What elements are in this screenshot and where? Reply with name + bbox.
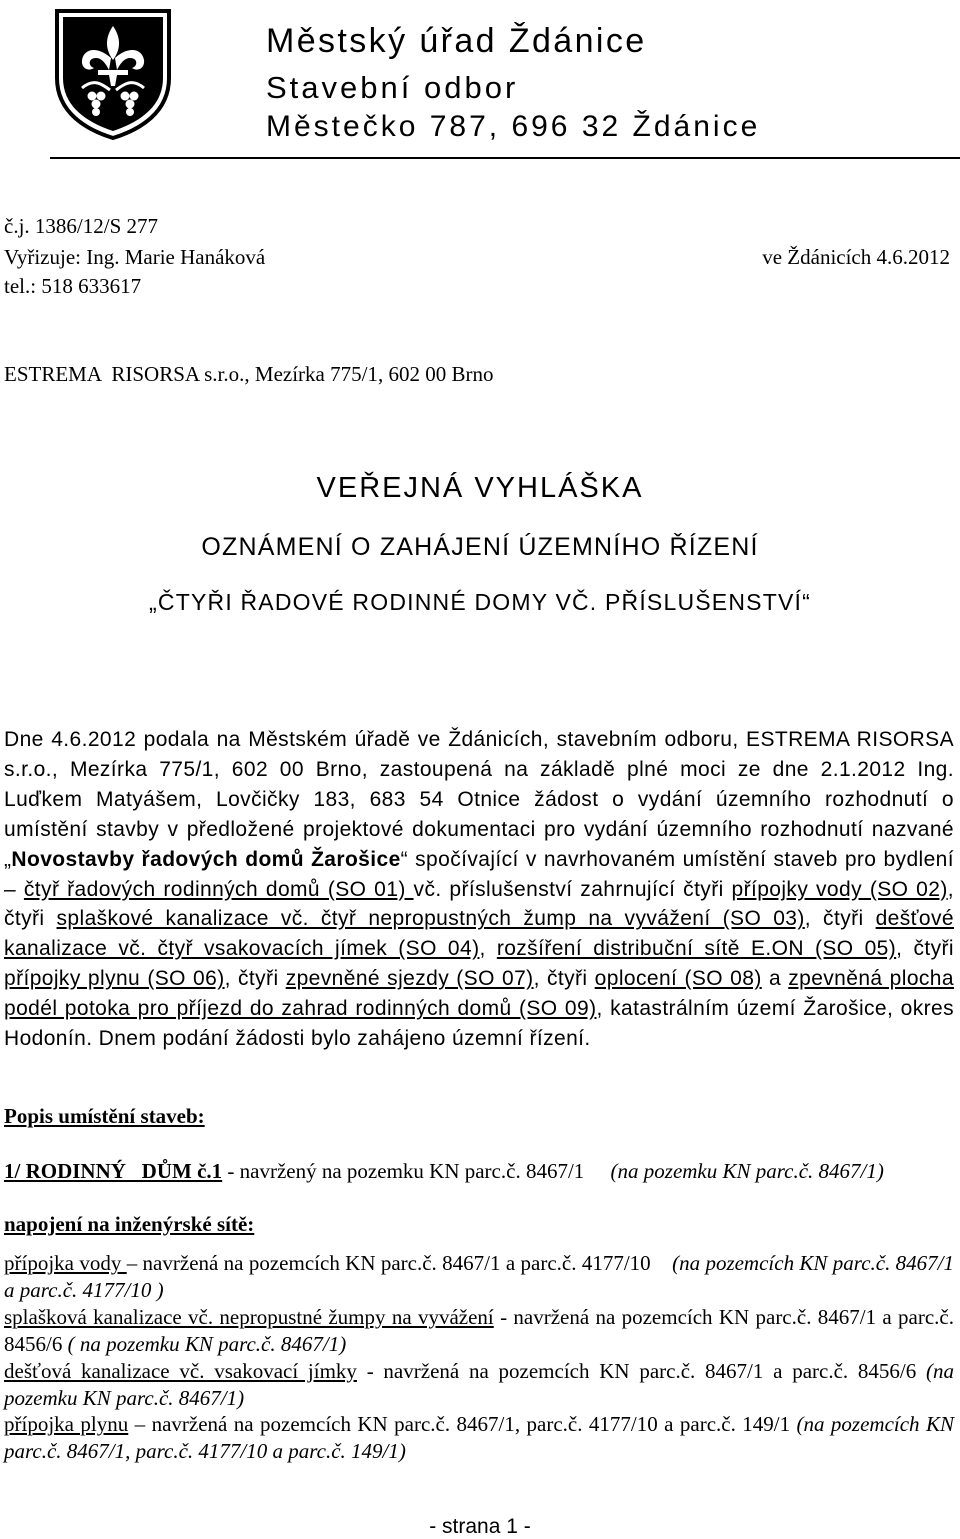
paragraph-text: , čtyři xyxy=(533,967,595,991)
paragraph-text: , čtyři xyxy=(896,937,954,961)
so-04: dešťové kanalizace vč. čtyř vsakovacích jímek (SO 04) xyxy=(4,907,954,961)
gas-connection xyxy=(4,1411,954,1465)
office-address: Městečko 787, 696 32 Ždánice xyxy=(266,110,761,143)
so-09: zpevněná plocha podél potoka pro příjezd do zahrad rodinných domů (SO 09) xyxy=(4,967,954,1021)
so-08: oplocení (SO 08) xyxy=(594,967,762,991)
house-1-item xyxy=(4,1158,954,1185)
title-public-notice: VEŘEJNÁ VYHLÁŠKA xyxy=(316,472,644,504)
paragraph-text: vč. příslušenství zahrnující čtyři xyxy=(413,877,732,901)
so-07: zpevněné sjezdy (SO 07) xyxy=(285,967,534,991)
department-name: Stavební odbor xyxy=(266,70,519,105)
sewer-parcel: ( na pozemku KN parc.č. 8467/1) xyxy=(67,1332,347,1356)
so-05: rozšíření distribuční sítě E.ON (SO 05) xyxy=(496,937,897,961)
page-number: - strana 1 - xyxy=(429,1515,531,1538)
utilities-heading: napojení na inženýrské sítě: xyxy=(4,1212,255,1236)
main-paragraph xyxy=(4,725,954,1054)
sewer-connection xyxy=(4,1304,954,1358)
paragraph-text: , čtyři xyxy=(4,877,954,931)
rain-text: - navržená na pozemcích KN parc.č. 8467/1 a parc.č. 8456/6 xyxy=(356,1359,926,1383)
header-divider xyxy=(50,157,960,159)
paragraph-text: , katastrálním území Žarošice, okres Hodonín. Dnem podání žádosti bylo zahájeno územní řízení. xyxy=(4,997,954,1051)
so-03: splaškové kanalizace vč. čtyř nepropustných žump na vyvážení (SO 03) xyxy=(56,907,805,931)
house-1-parcel: (na pozemku KN parc.č. 8467/1) xyxy=(610,1159,884,1183)
rainwater-connection xyxy=(4,1358,954,1412)
paragraph-text: , čtyři xyxy=(804,907,876,931)
place-date: ve Ždánicích 4.6.2012 xyxy=(762,245,950,269)
water-parcel: (na pozemcích KN parc.č. 8467/1 a parc.č. 4177/10 ) xyxy=(4,1251,955,1302)
rain-label: dešťová kanalizace vč. vsakovací jímky xyxy=(4,1359,357,1383)
project-name: Novostavby řadových domů Žarošice xyxy=(11,847,401,871)
rain-parcel: (na pozemku KN parc.č. 8467/1) xyxy=(4,1359,954,1410)
office-name: Městský úřad Ždánice xyxy=(266,22,647,60)
gas-label: přípojka plynu xyxy=(4,1412,129,1436)
water-label: přípojka vody xyxy=(4,1251,127,1275)
paragraph-text: Dne 4.6.2012 podala na Městském úřadě ve Ždánicích, stavebním odboru, ESTREMA RISORSA s.r.o., Mezírka 775/1, 602 00 Brno, zastoupená na základě plné moci ze dne 2.1.2012 Ing. Luďkem Matyášem, Lovčičky 183, 683 54 Otnice žádost o vydání územního rozhodnutí o umístění stavby v předložené projektové dokumentaci pro vydání územního rozhodnutí nazvané „ xyxy=(4,728,954,871)
water-text: navržená na pozemcích KN parc.č. 8467/1 a parc.č. 4177/10 xyxy=(137,1251,651,1275)
coat-of-arms-icon xyxy=(54,8,172,140)
paragraph-text: , xyxy=(479,937,497,961)
so-02: přípojky vody (SO 02) xyxy=(731,877,948,901)
gas-parcel: (na pozemcích KN parc.č. 8467/1, parc.č. 4177/10 a parc.č. 149/1) xyxy=(4,1412,954,1463)
sewer-label: splašková kanalizace vč. nepropustné žumpy na vyvážení xyxy=(4,1305,494,1329)
phone: tel.: 518 633617 xyxy=(4,274,142,298)
so-01: čtyř řadových rodinných domů (SO 01) xyxy=(23,877,414,901)
reference-number: č.j. 1386/12/S 277 xyxy=(4,214,159,238)
handler: Vyřizuje: Ing. Marie Hanáková xyxy=(4,245,266,269)
title-project: „ČTYŘI ŘADOVÉ RODINNÉ DOMY VČ. PŘÍSLUŠENSTVÍ“ xyxy=(149,589,811,615)
house-1-label: 1/ RODINNÝ DŮM č.1 xyxy=(4,1159,223,1183)
paragraph-text: , čtyři xyxy=(224,967,286,991)
section-heading: Popis umístění staveb: xyxy=(4,1104,205,1128)
title-notice-subject: OZNÁMENÍ O ZAHÁJENÍ ÚZEMNÍHO ŘÍZENÍ xyxy=(201,533,759,561)
so-06: přípojky plynu (SO 06) xyxy=(4,967,225,991)
sewer-text: - navržená na pozemcích KN parc.č. 8467/1 a parc.č. 8456/6 xyxy=(4,1305,954,1356)
paragraph-text: “ spočívající v navrhovaném umístění staveb pro bydlení – xyxy=(4,847,954,901)
recipient: ESTREMA RISORSA s.r.o., Mezírka 775/1, 602 00 Brno xyxy=(4,362,494,386)
house-1-text: - navržený na pozemku KN parc.č. 8467/1 xyxy=(222,1159,585,1183)
paragraph-text: a xyxy=(761,967,789,991)
gas-text: – navržená na pozemcích KN parc.č. 8467/1, parc.č. 4177/10 a parc.č. 149/1 xyxy=(128,1412,797,1436)
water-connection: přípojka vody – navržená na pozemcích KN parc.č. 8467/1 a parc.č. 4177/10 (na pozemcích KN parc.č. 8467/1 a parc.č. 4177/10 ) xyxy=(4,1251,955,1302)
